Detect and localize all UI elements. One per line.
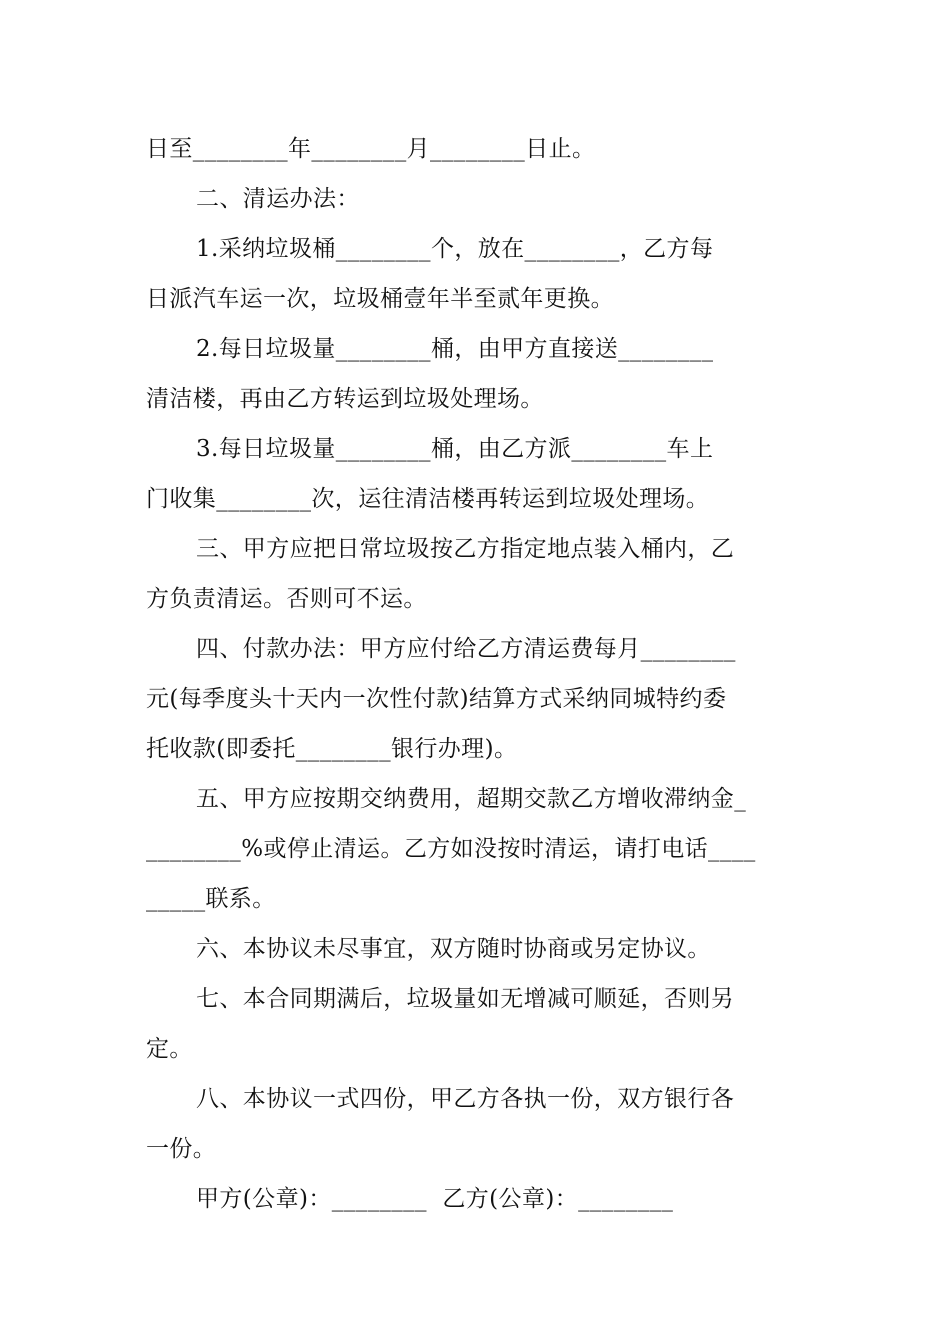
text-line: 五、甲方应按期交纳费用，超期交款乙方增收滞纳金_ xyxy=(196,786,747,812)
text-line: 日派汽车运一次，垃圾桶壹年半至贰年更换。 xyxy=(146,286,614,312)
text-line: 3.每日垃圾量________桶，由乙方派________车上 xyxy=(196,436,714,462)
text-line: 八、本协议一式四份，甲乙方各执一份，双方银行各 xyxy=(196,1086,735,1112)
text-line: _____联系。 xyxy=(146,886,276,912)
section-heading: 二、清运办法： xyxy=(196,186,360,212)
text-line: 一份。 xyxy=(146,1136,217,1162)
text-line: 定。 xyxy=(146,1036,193,1062)
text-line: 元(每季度头十天内一次性付款)结算方式采纳同城特约委 xyxy=(146,686,727,712)
text-line: 四、付款办法：甲方应付给乙方清运费每月________ xyxy=(196,636,736,662)
text-line: ________%或停止清运。乙方如没按时清运，请打电话____ xyxy=(146,836,756,862)
text-line: 清洁楼，再由乙方转运到垃圾处理场。 xyxy=(146,386,544,412)
signature-line: 甲方(公章)：________ 乙方(公章)：________ xyxy=(196,1186,674,1212)
text-line: 2.每日垃圾量________桶，由甲方直接送________ xyxy=(196,336,714,362)
text-line: 七、本合同期满后，垃圾量如无增减可顺延，否则另 xyxy=(196,986,735,1012)
text-line: 三、甲方应把日常垃圾按乙方指定地点装入桶内，乙 xyxy=(196,536,735,562)
text-line: 六、本协议未尽事宜，双方随时协商或另定协议。 xyxy=(196,936,711,962)
text-line: 方负责清运。否则可不运。 xyxy=(146,586,427,612)
text-line: 日至________年________月________日止。 xyxy=(146,136,596,162)
text-line: 门收集________次，运往清洁楼再转运到垃圾处理场。 xyxy=(146,486,710,512)
text-line: 1.采纳垃圾桶________个，放在________，乙方每 xyxy=(196,236,714,262)
text-line: 托收款(即委托________银行办理)。 xyxy=(146,736,518,762)
